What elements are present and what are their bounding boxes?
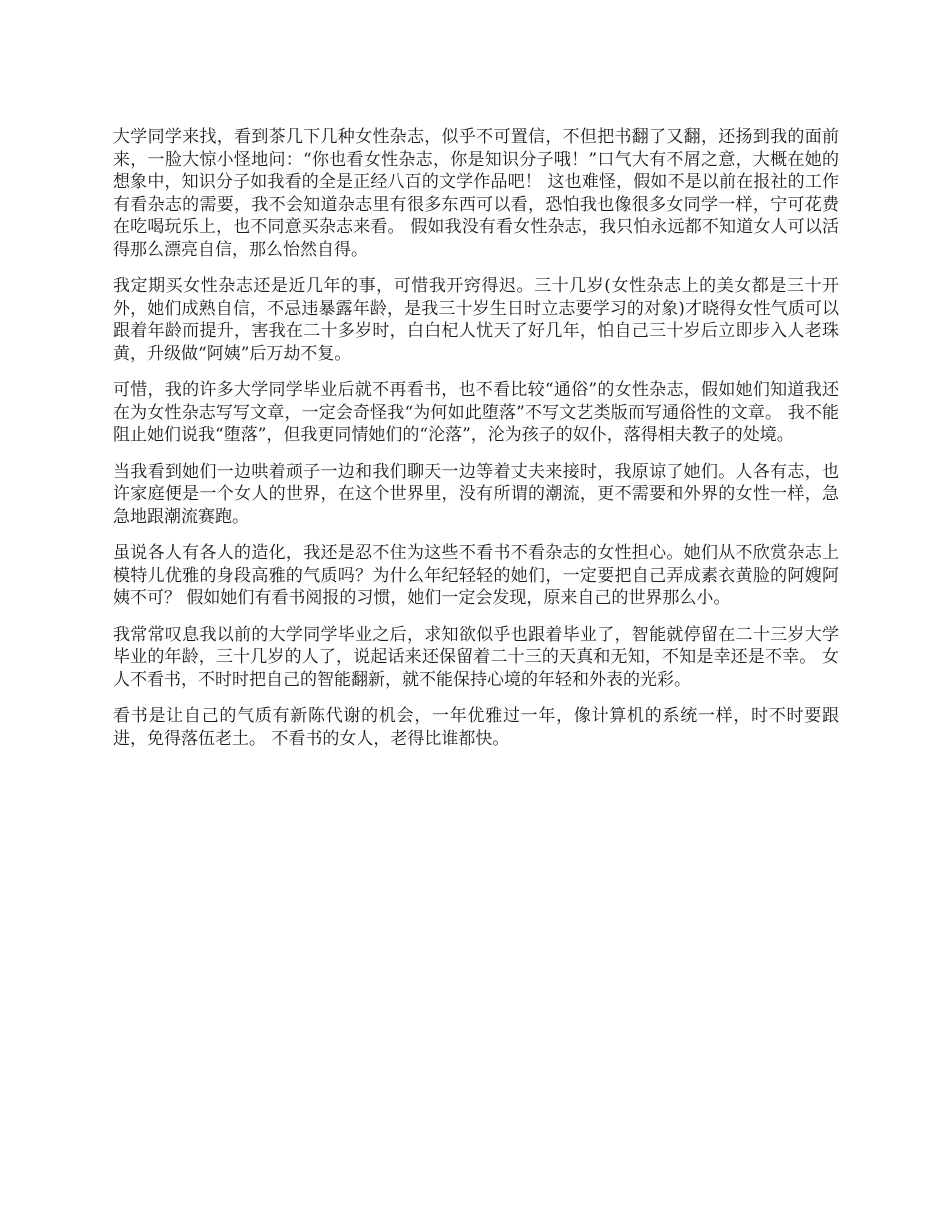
paragraph-2: 我定期买女性杂志还是近几年的事，可惜我开窍得迟。三十几岁(女性杂志上的美女都是三十开外，她们成熟自信，不忌违暴露年龄，是我三十岁生日时立志要学习的对象)才晓得女性气质可以跟着年龄而提升，害我在二十多岁时，白白杞人忧天了好几年，怕自己三十岁后立即步入人老珠黄，升级做“阿姨”后万劫不复。 [113,276,839,364]
paragraph-6: 我常常叹息我以前的大学同学毕业之后，求知欲似乎也跟着毕业了，智能就停留在二十三岁大学毕业的年龄，三十几岁的人了，说起话来还保留着二十三的天真和无知，不知是幸还是不幸。 女人不看书，不时时把自己的智能翻新，就不能保持心境的年轻和外表的光彩。 [113,624,839,690]
paragraph-7: 看书是让自己的气质有新陈代谢的机会，一年优雅过一年，像计算机的系统一样，时不时要跟进，免得落伍老土。 不看书的女人，老得比谁都快。 [113,706,839,749]
document-body [113,126,839,764]
paragraph-3: 可惜，我的许多大学同学毕业后就不再看书，也不看比较“通俗”的女性杂志，假如她们知道我还在为女性杂志写写文章，一定会奇怪我“为何如此堕落”不写文艺类版而写通俗性的文章。 我不能阻止她们说我“堕落”，但我更同情她们的“沦落”，沦为孩子的奴仆，落得相夫教子的处境。 [113,380,839,445]
paragraph-1: 大学同学来找，看到茶几下几种女性杂志，似乎不可置信，不但把书翻了又翻，还扬到我的面前来，一脸大惊小怪地问：“你也看女性杂志，你是知识分子哦！”口气大有不屑之意，大概在她的想象中，知识分子如我看的全是正经八百的文学作品吧！ 这也难怪，假如不是以前在报社的工作有看杂志的需要，我不会知道杂志里有很多东西可以看，恐怕我也像很多女同学一样，宁可花费在吃喝玩乐上，也不同意买杂志来看。 假如我没有看女性杂志，我只怕永远都不知道女人可以活得那么漂亮自信，那么怡然自得。 [113,127,839,260]
paragraph-4: 当我看到她们一边哄着顽子一边和我们聊天一边等着丈夫来接时，我原谅了她们。人各有志，也许家庭便是一个女人的世界，在这个世界里，没有所谓的潮流，更不需要和外界的女性一样，急急地跟潮流赛跑。 [113,461,839,527]
paragraph-5: 虽说各人有各人的造化，我还是忍不住为这些不看书不看杂志的女性担心。她们从不欣赏杂志上模特儿优雅的身段高雅的气质吗？为什么年纪轻轻的她们，一定要把自己弄成素衣黄脸的阿嫂阿姨不可？ 假如她们有看书阅报的习惯，她们一定会发现，原来自己的世界那么小。 [113,543,839,608]
